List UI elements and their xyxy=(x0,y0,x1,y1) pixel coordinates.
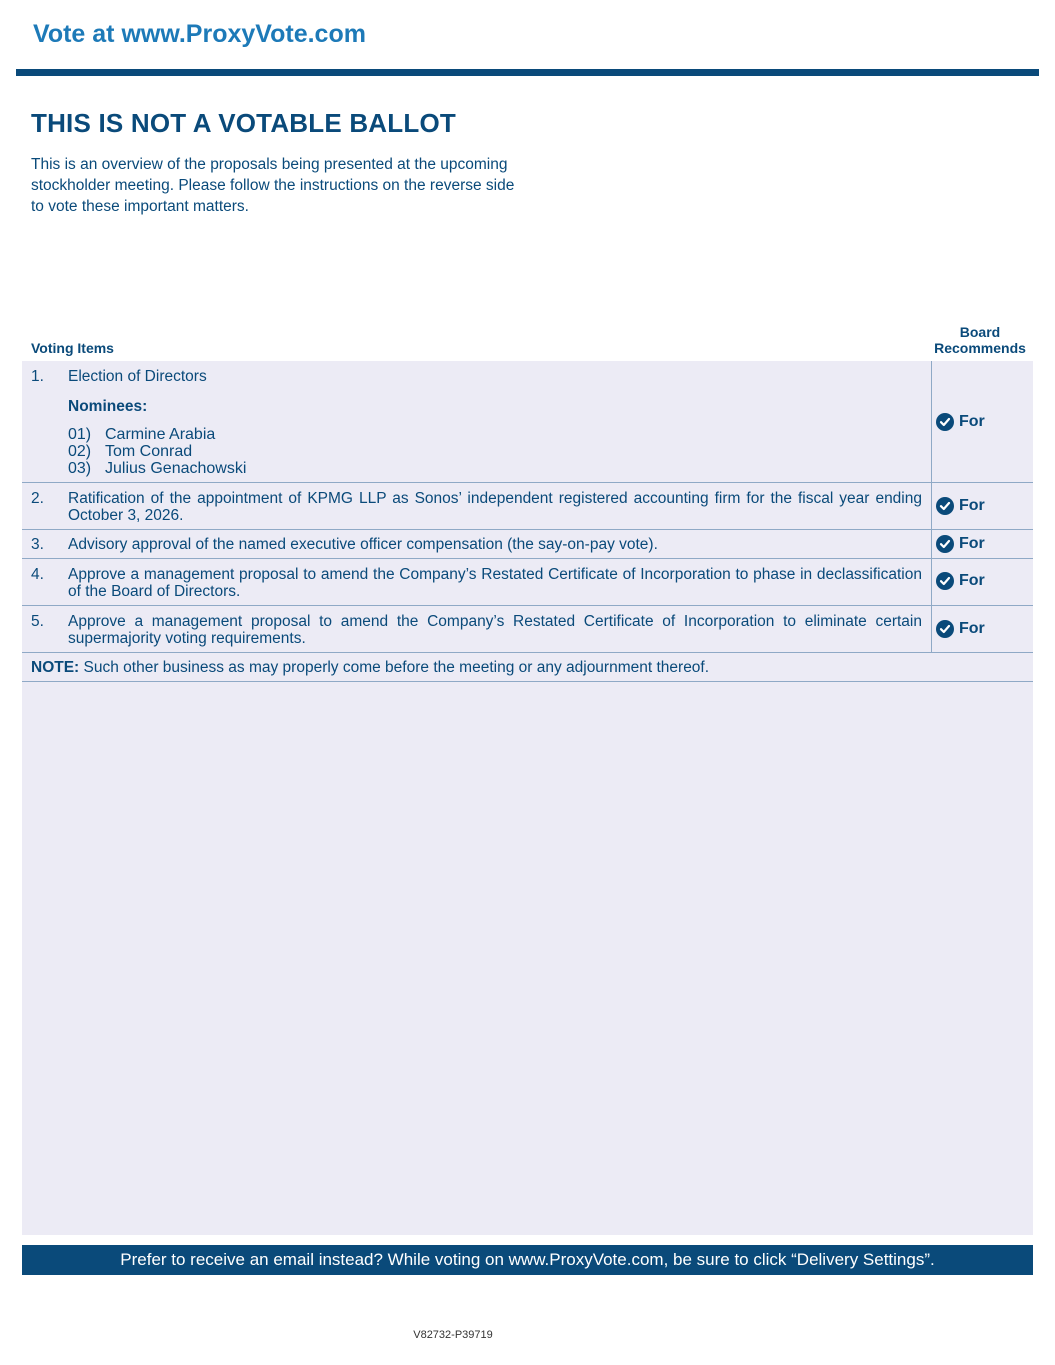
item-text: Advisory approval of the named executive officer compensation (the say-on-pay vote). xyxy=(68,536,658,553)
nominee-number: 02) xyxy=(68,443,92,460)
item-text: Approve a management proposal to amend the Company’s Restated Certificate of Incorporation to eliminate certain supermajority voting requirements. xyxy=(68,613,922,647)
checkmark-circle-icon xyxy=(936,413,954,431)
item-number: 3. xyxy=(31,536,44,553)
board-recommendation-cell xyxy=(931,530,1034,558)
column-header-board-line1: Board xyxy=(959,324,1001,340)
nominee-item xyxy=(68,443,192,461)
voting-item-2 xyxy=(22,483,1033,530)
voting-item-3 xyxy=(22,530,1033,559)
recommendation-label: For xyxy=(959,620,985,637)
note-body: Such other business as may properly come before the meeting or any adjournment thereof. xyxy=(83,659,710,676)
voting-item-5 xyxy=(22,606,1033,653)
checkmark-circle-icon xyxy=(936,620,954,638)
checkmark-circle-icon xyxy=(936,497,954,515)
recommendation-for xyxy=(936,620,985,638)
recommendation-label: For xyxy=(959,572,985,589)
recommendation-for xyxy=(936,413,985,431)
nominee-number: 03) xyxy=(68,460,92,477)
checkmark-circle-icon xyxy=(936,572,954,590)
board-recommendation-cell xyxy=(931,483,1034,529)
recommendation-label: For xyxy=(959,497,985,514)
document-code: V82732-P39719 xyxy=(413,1329,493,1341)
recommendation-for xyxy=(936,535,985,553)
board-recommendation-cell xyxy=(931,606,1034,652)
email-delivery-banner: Prefer to receive an email instead? While voting on www.ProxyVote.com, be sure to click “Delivery Settings”. xyxy=(22,1245,1033,1275)
intro-text: This is an overview of the proposals being presented at the upcoming stockholder meeting. Please follow the instructions on the reverse side to vote these important matters. xyxy=(31,156,515,215)
nominee-item xyxy=(68,460,246,478)
nominee-name: Julius Genachowski xyxy=(105,460,247,477)
column-header-voting-items: Voting Items xyxy=(31,340,114,356)
item-number: 4. xyxy=(31,566,44,583)
nominee-name: Tom Conrad xyxy=(105,443,193,460)
nominee-name: Carmine Arabia xyxy=(105,426,216,443)
proxyvote-link[interactable]: Vote at www.ProxyVote.com xyxy=(33,20,366,48)
page-title: THIS IS NOT A VOTABLE BALLOT xyxy=(31,108,456,138)
recommendation-label: For xyxy=(959,535,985,552)
note-text xyxy=(31,659,709,677)
recommendation-label: For xyxy=(959,413,985,430)
item-text: Ratification of the appointment of KPMG LLP as Sonos’ independent registered accounting firm for the fiscal year ending October 3, 2026. xyxy=(68,490,922,524)
voting-item-4 xyxy=(22,559,1033,606)
recommendation-for xyxy=(936,572,985,590)
note-label: NOTE: xyxy=(31,659,80,676)
note-row xyxy=(22,653,1033,682)
nominees-label: Nominees: xyxy=(68,398,148,415)
item-text: Approve a management proposal to amend the Company’s Restated Certificate of Incorporation to phase in declassification of the Board of Directors. xyxy=(68,566,922,600)
nominee-item xyxy=(68,426,215,444)
recommendation-for xyxy=(936,497,985,515)
board-recommendation-cell xyxy=(931,361,1034,482)
nominee-number: 01) xyxy=(68,426,92,443)
header-divider xyxy=(16,69,1039,76)
item-text: Election of Directors xyxy=(68,368,207,385)
item-number: 2. xyxy=(31,490,44,507)
voting-items-panel xyxy=(22,361,1033,1235)
item-number: 1. xyxy=(31,368,44,385)
checkmark-circle-icon xyxy=(936,535,954,553)
column-header-board-line2: Recommends xyxy=(934,340,1026,356)
board-recommendation-cell xyxy=(931,559,1034,605)
voting-item-1 xyxy=(22,361,1033,483)
item-number: 5. xyxy=(31,613,44,630)
column-header-board-recommends xyxy=(928,324,1032,356)
